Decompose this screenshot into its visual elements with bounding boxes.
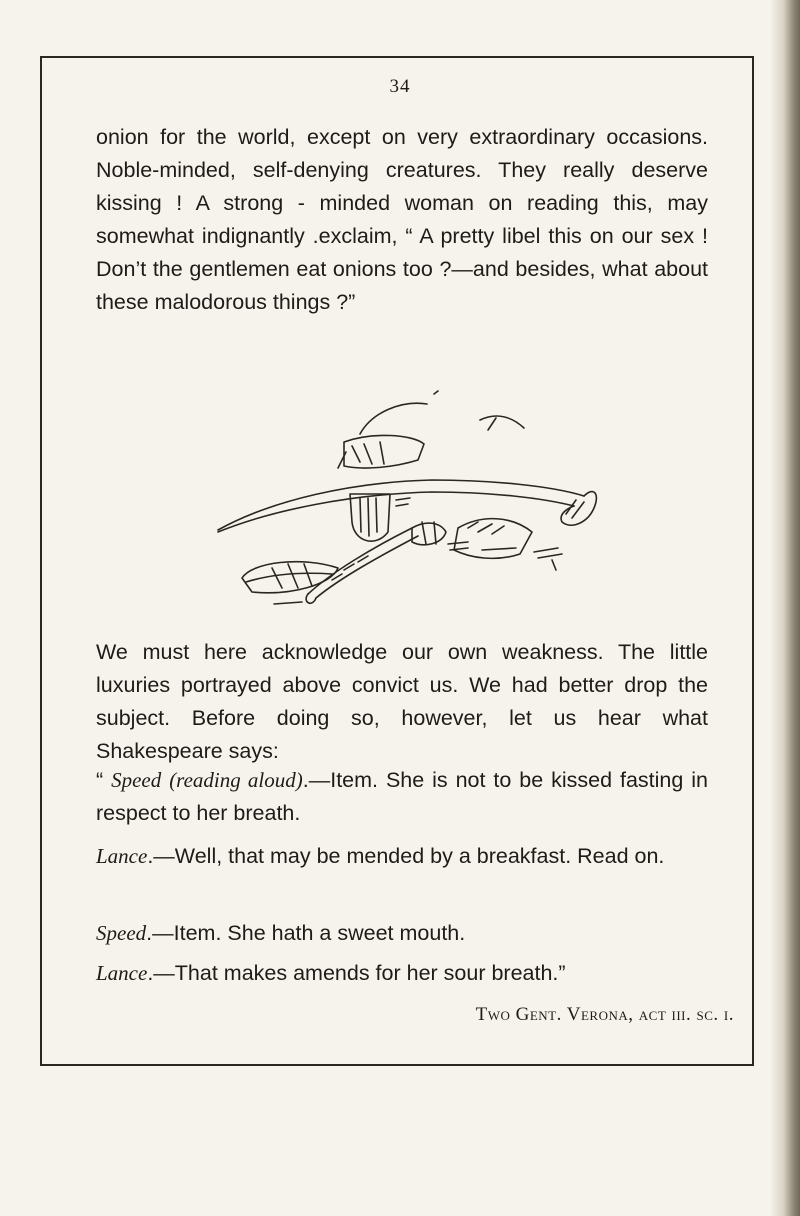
paragraph-onions: onion for the world, except on very extraordinary occasions. Noble-minded, self-denying creatures. They really deserve kissing ! A strong - minded woman on reading this, may somewhat indignantly .exclaim, “ A pretty libel this on our sex ! Don’t the gentlemen eat onions too ?—and besides, what about these malodorous things ?”	[96, 125, 708, 314]
quote-line-speed-2	[96, 917, 708, 950]
paragraph-acknowledge: We must here acknowledge our own weakness. The little luxuries portrayed above convict us. We had better drop the subject. Before doing so, however, let us hear what Shakespeare says:	[96, 640, 708, 763]
citation: Two Gent. Verona, act iii. sc. i.	[475, 1004, 734, 1025]
quote-line-lance-1	[96, 840, 708, 873]
page-number: 34	[389, 76, 411, 97]
stage-direction: (reading aloud)	[169, 768, 303, 792]
quote-text: .—Well, that may be mended by a breakfast. Read on.	[147, 844, 665, 868]
quote-text: .—Item. She hath a sweet mouth.	[146, 921, 466, 945]
speaker-lance: Lance	[96, 961, 148, 985]
speaker-speed: Speed	[96, 921, 147, 945]
open-quote: “	[96, 768, 112, 792]
page-edge-shadow	[770, 0, 800, 1216]
speaker-speed: Speed	[111, 768, 162, 792]
smoking-pipes-cigars-icon	[212, 382, 608, 614]
quote-line-speed-1	[96, 764, 708, 830]
quote-text: .—That makes amends for her sour breath.”	[147, 961, 566, 985]
quote-text: .—Item. She is not to be kissed fasting in respect to her breath.	[96, 768, 708, 825]
speaker-lance: Lance	[96, 844, 148, 868]
quote-line-lance-2	[96, 957, 708, 990]
